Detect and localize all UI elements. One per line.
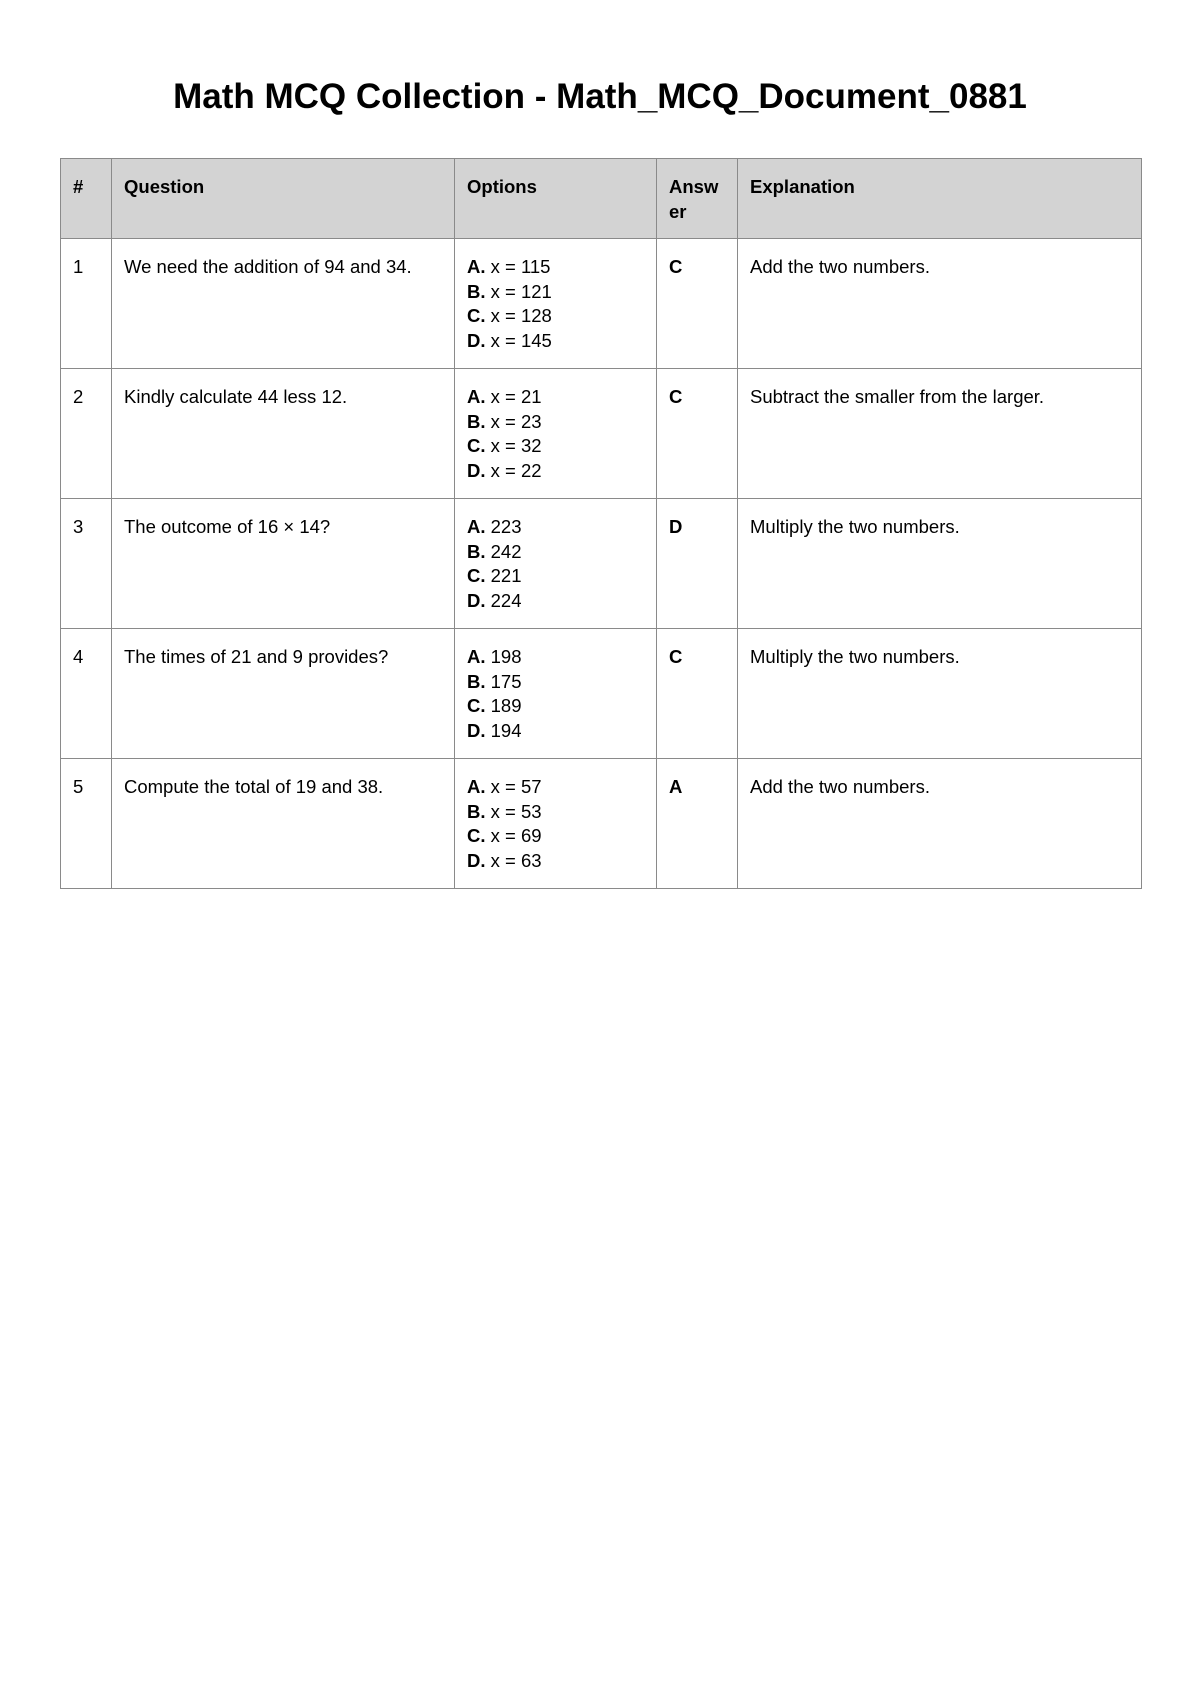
option-text: x = 69: [490, 825, 542, 846]
option-d: [467, 849, 644, 874]
question-number: 1: [61, 239, 112, 369]
answer-cell: C: [657, 629, 738, 759]
answer-cell: A: [657, 759, 738, 889]
table-row: [61, 239, 1142, 369]
question-number: 3: [61, 499, 112, 629]
option-a: [467, 515, 644, 540]
option-text: x = 145: [490, 329, 552, 351]
table-header: [61, 159, 1142, 239]
option-letter: D.: [467, 719, 486, 741]
question-number: 2: [61, 369, 112, 499]
option-letter: D.: [467, 589, 486, 611]
option-text: x = 63: [490, 849, 542, 871]
option-c: [467, 694, 644, 719]
option-letter: B.: [467, 540, 486, 562]
options-cell: [455, 369, 657, 499]
option-letter: C.: [467, 565, 486, 586]
answer-cell: C: [657, 369, 738, 499]
options-cell: [455, 239, 657, 369]
header-options: Options: [455, 159, 657, 239]
option-text: 189: [490, 695, 522, 716]
table-row: [61, 629, 1142, 759]
table-body: [61, 239, 1142, 889]
option-c: [467, 824, 644, 849]
option-d: [467, 329, 644, 354]
question-number: 4: [61, 629, 112, 759]
option-letter: A.: [467, 386, 486, 407]
option-letter: B.: [467, 670, 486, 692]
option-text: x = 57: [490, 776, 542, 797]
option-d: [467, 459, 644, 484]
header-answer: Answer: [657, 159, 738, 239]
option-letter: C.: [467, 305, 486, 326]
table-row: [61, 759, 1142, 889]
option-c: [467, 304, 644, 329]
option-b: [467, 800, 644, 825]
option-text: 221: [490, 565, 522, 586]
option-text: 175: [490, 670, 522, 692]
table-row: [61, 499, 1142, 629]
option-d: [467, 719, 644, 744]
answer-cell: C: [657, 239, 738, 369]
option-letter: C.: [467, 825, 486, 846]
option-b: [467, 280, 644, 305]
option-text: 242: [490, 540, 522, 562]
option-text: x = 53: [490, 800, 542, 822]
option-c: [467, 564, 644, 589]
option-a: [467, 385, 644, 410]
options-cell: [455, 629, 657, 759]
option-letter: A.: [467, 256, 486, 277]
table-row: [61, 369, 1142, 499]
option-letter: B.: [467, 280, 486, 302]
answer-cell: D: [657, 499, 738, 629]
option-text: x = 23: [490, 410, 542, 432]
options-cell: [455, 759, 657, 889]
option-letter: D.: [467, 849, 486, 871]
header-number: #: [61, 159, 112, 239]
document-title: Math MCQ Collection - Math_MCQ_Document_0881: [173, 77, 1027, 116]
option-letter: A.: [467, 516, 486, 537]
option-a: [467, 255, 644, 280]
option-letter: B.: [467, 800, 486, 822]
option-text: x = 115: [490, 256, 551, 277]
header-row: [61, 159, 1142, 239]
question-text: We need the addition of 94 and 34.: [112, 239, 455, 369]
option-d: [467, 589, 644, 614]
option-letter: A.: [467, 776, 486, 797]
option-text: 224: [490, 589, 522, 611]
option-letter: C.: [467, 435, 486, 456]
header-explanation: Explanation: [738, 159, 1142, 239]
explanation-cell: Multiply the two numbers.: [738, 629, 1142, 759]
option-b: [467, 670, 644, 695]
option-b: [467, 410, 644, 435]
option-text: 223: [490, 516, 522, 537]
option-letter: C.: [467, 695, 486, 716]
option-letter: A.: [467, 646, 486, 667]
option-letter: D.: [467, 459, 486, 481]
option-text: x = 21: [490, 386, 542, 407]
explanation-cell: Subtract the smaller from the larger.: [738, 369, 1142, 499]
question-text: The outcome of 16 × 14?: [112, 499, 455, 629]
header-question: Question: [112, 159, 455, 239]
option-letter: D.: [467, 329, 486, 351]
explanation-cell: Add the two numbers.: [738, 759, 1142, 889]
option-text: x = 32: [490, 435, 542, 456]
question-text: Kindly calculate 44 less 12.: [112, 369, 455, 499]
explanation-cell: Add the two numbers.: [738, 239, 1142, 369]
option-a: [467, 645, 644, 670]
mcq-table: [60, 158, 1142, 889]
question-text: Compute the total of 19 and 38.: [112, 759, 455, 889]
question-number: 5: [61, 759, 112, 889]
option-text: x = 22: [490, 459, 542, 481]
option-a: [467, 775, 644, 800]
option-text: 198: [490, 646, 522, 667]
option-c: [467, 434, 644, 459]
option-text: x = 128: [490, 305, 552, 326]
option-letter: B.: [467, 410, 486, 432]
question-text: The times of 21 and 9 provides?: [112, 629, 455, 759]
option-text: x = 121: [490, 280, 552, 302]
option-text: 194: [490, 719, 522, 741]
options-cell: [455, 499, 657, 629]
option-b: [467, 540, 644, 565]
explanation-cell: Multiply the two numbers.: [738, 499, 1142, 629]
